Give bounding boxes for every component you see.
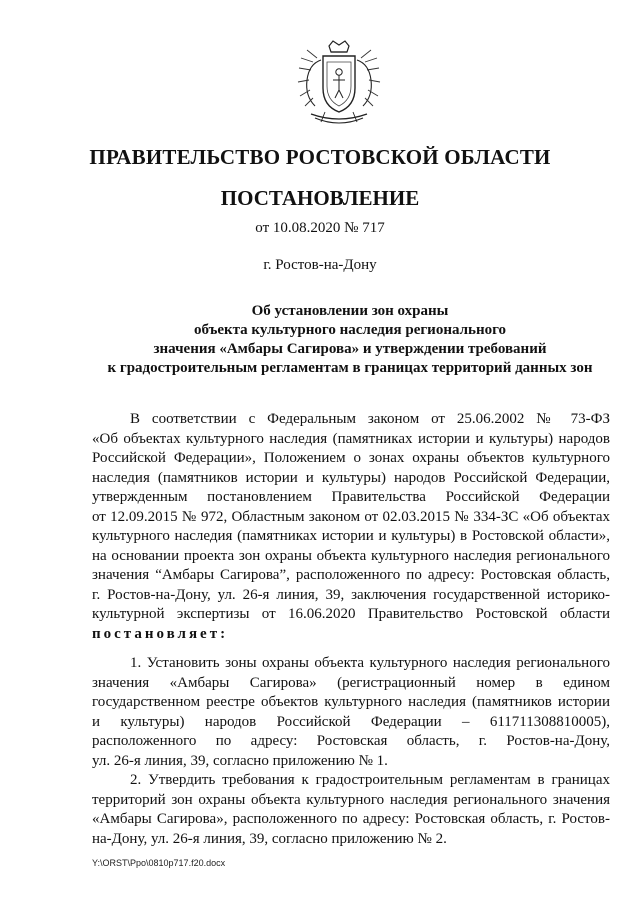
document-body [92,410,610,849]
organization-title: ПРАВИТЕЛЬСТВО РОСТОВСКОЙ ОБЛАСТИ [89,145,551,169]
coat-of-arms-icon [295,40,383,130]
document-subject [90,302,610,378]
subject-line: Об установлении зон охраны [251,303,449,319]
preamble-line: на основании проекта зон охраны объекта культурного наследия регионального [92,547,610,564]
item2-line: 2. Утвердить требования к градостроительным регламентам в границах [130,772,610,788]
item1-line: значения «Амбары Сагирова» (регистрационный номер в едином [92,674,610,691]
item2-line: территорий зон охраны объекта культурного наследия регионального значения [92,791,610,808]
item2-line: на-Дону, ул. 26-я линия, 39, согласно приложению № 2. [92,830,447,847]
preamble-line: культурного наследия (памятниках истории и культуры) в Ростовской области», [92,528,610,544]
document-type-title: ПОСТАНОВЛЕНИЕ [220,186,420,210]
item1-line: 1. Установить зоны охраны объекта культурного наследия регионального [130,655,610,671]
document-date-number: от 10.08.2020 № 717 [255,220,385,236]
item1-line: расположенного по адресу: Ростовская область, г. Ростов-на-Дону, [92,733,610,749]
subject-line: к градостроительным регламентам в границах территорий данных зон [107,360,593,376]
preamble-line: от 12.09.2015 № 972, Областным законом от 02.03.2015 № 334-ЗС «Об объектах [92,508,610,525]
item1-line: ул. 26-я линия, 39, согласно приложению № 1. [92,752,388,769]
item1-line: государственном реестре объектов культурного наследия (памятников истории [92,694,610,710]
item1-line: и культуры) народов Российской Федерации – 611711308810005), [92,713,610,730]
preamble-line: значения “Амбары Сагирова”, расположенного по адресу: Ростовская область, [92,567,610,583]
preamble-line: В соответствии с Федеральным законом от 25.06.2002 № 73-ФЗ [130,411,610,427]
file-path-footer: Y:\ORST\Ppo\0810p717.f20.docx [92,858,226,868]
preamble-line: наследия (памятников истории и культуры) народов Российской Федерации, [92,469,610,486]
document-city: г. Ростов-на-Дону [263,257,377,273]
subject-line: значения «Амбары Сагирова» и утверждении требований [153,341,547,357]
resolves-keyword: постановляет: [92,625,229,642]
preamble-line: «Об объектах культурного наследия (памятниках истории и культуры) народов [92,430,610,447]
preamble-line: Российской Федерации», Положением о зонах охраны объектов культурного [92,450,610,466]
preamble-line: г. Ростов-на-Дону, ул. 26-я линия, 39, заключения государственной историко- [92,586,610,603]
preamble-line: утвержденным постановлением Правительства Российской Федерации [92,489,610,505]
item2-line: «Амбары Сагирова», расположенного по адресу: Ростовская область, г. Ростов- [92,811,610,827]
subject-line: объекта культурного наследия регионального [193,322,507,338]
preamble-line: культурной экспертизы от 16.06.2020 Правительство Ростовской области [92,606,610,622]
